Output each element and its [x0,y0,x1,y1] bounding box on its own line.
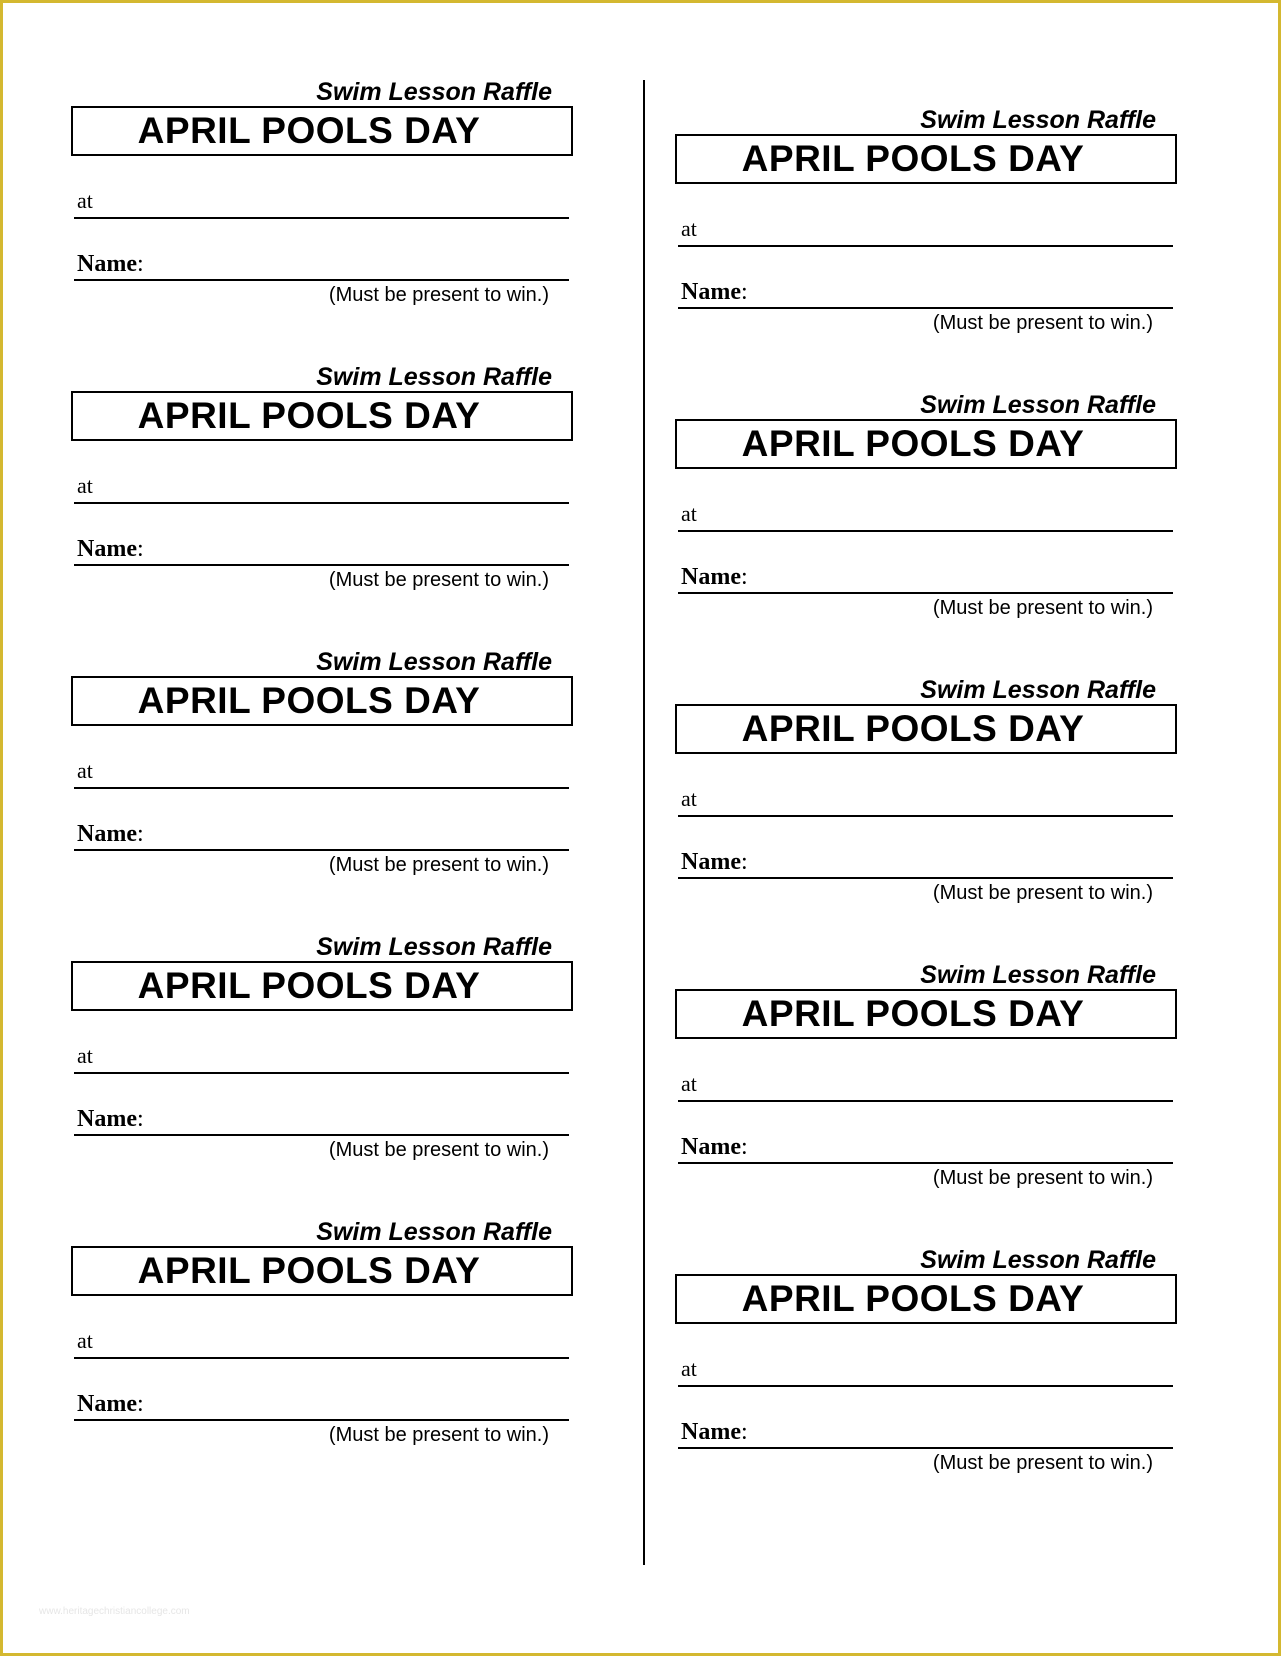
name-fill-line[interactable] [678,592,1173,594]
event-title: APRIL POOLS DAY [137,395,481,436]
present-to-win-note: (Must be present to win.) [932,1167,1153,1189]
raffle-label: Swim Lesson Raffle [920,1246,1156,1274]
at-label: at [681,1356,697,1381]
event-title: APRIL POOLS DAY [741,138,1085,179]
at-label: at [77,1328,93,1353]
event-title-box [71,961,573,1011]
name-colon: : [136,1106,144,1132]
event-title: APRIL POOLS DAY [741,1278,1085,1319]
raffle-label: Swim Lesson Raffle [920,106,1156,134]
event-title-box [71,1246,573,1296]
watermark: www.heritagechristiancollege.com [39,1606,190,1617]
present-to-win-note: (Must be present to win.) [932,1452,1153,1474]
name-label: Name [681,1419,741,1445]
at-label: at [77,188,93,213]
raffle-ticket-sheet [3,3,1278,1653]
at-label: at [681,501,697,526]
name-label: Name [77,536,137,562]
present-to-win-note: (Must be present to win.) [932,312,1153,334]
raffle-ticket-left-1 [71,76,573,306]
name-colon: : [740,849,748,875]
event-title: APRIL POOLS DAY [137,1250,481,1291]
event-title-box [71,106,573,156]
name-label: Name [681,1134,741,1160]
at-fill-line[interactable] [678,815,1173,817]
name-label-wrap [681,849,748,875]
name-fill-line[interactable] [678,1162,1173,1164]
name-label-wrap [77,1391,144,1417]
name-colon: : [136,251,144,277]
present-to-win-note: (Must be present to win.) [328,284,549,306]
event-title: APRIL POOLS DAY [137,110,481,151]
present-to-win-note: (Must be present to win.) [932,882,1153,904]
raffle-label: Swim Lesson Raffle [316,1218,552,1246]
name-fill-line[interactable] [74,849,569,851]
raffle-label: Swim Lesson Raffle [316,933,552,961]
name-fill-line[interactable] [74,564,569,566]
event-title-box [675,419,1177,469]
event-title: APRIL POOLS DAY [741,993,1085,1034]
event-title-box [71,391,573,441]
name-label-wrap [77,1106,144,1132]
raffle-ticket-right-1 [675,104,1177,334]
event-title-box [71,676,573,726]
at-fill-line[interactable] [678,1100,1173,1102]
raffle-label: Swim Lesson Raffle [920,676,1156,704]
raffle-ticket-left-4 [71,931,573,1161]
name-colon: : [740,279,748,305]
name-label-wrap [77,251,144,277]
name-fill-line[interactable] [678,307,1173,309]
name-label-wrap [77,536,144,562]
at-label: at [77,1043,93,1068]
name-label: Name [77,821,137,847]
event-title-box [675,989,1177,1039]
name-label-wrap [681,1419,748,1445]
name-label-wrap [681,564,748,590]
present-to-win-note: (Must be present to win.) [328,569,549,591]
name-label: Name [681,849,741,875]
at-fill-line[interactable] [678,245,1173,247]
name-colon: : [740,564,748,590]
name-fill-line[interactable] [74,1419,569,1421]
raffle-label: Swim Lesson Raffle [316,648,552,676]
name-label: Name [77,1106,137,1132]
at-fill-line[interactable] [74,502,569,504]
name-label: Name [77,251,137,277]
name-fill-line[interactable] [74,279,569,281]
present-to-win-note: (Must be present to win.) [328,854,549,876]
raffle-ticket-left-5 [71,1216,573,1446]
name-fill-line[interactable] [74,1134,569,1136]
raffle-label: Swim Lesson Raffle [920,961,1156,989]
name-label: Name [681,279,741,305]
event-title-box [675,134,1177,184]
at-label: at [77,473,93,498]
raffle-ticket-left-2 [71,361,573,591]
cut-divider-line [643,80,645,1565]
at-fill-line[interactable] [74,1072,569,1074]
at-fill-line[interactable] [678,1385,1173,1387]
event-title: APRIL POOLS DAY [137,965,481,1006]
at-label: at [77,758,93,783]
at-fill-line[interactable] [678,530,1173,532]
raffle-ticket-right-2 [675,389,1177,619]
raffle-ticket-left-3 [71,646,573,876]
name-label-wrap [681,1134,748,1160]
raffle-ticket-right-5 [675,1244,1177,1474]
event-title: APRIL POOLS DAY [137,680,481,721]
present-to-win-note: (Must be present to win.) [328,1139,549,1161]
event-title: APRIL POOLS DAY [741,423,1085,464]
raffle-label: Swim Lesson Raffle [316,78,552,106]
present-to-win-note: (Must be present to win.) [932,597,1153,619]
name-colon: : [740,1419,748,1445]
event-title-box [675,704,1177,754]
at-label: at [681,786,697,811]
name-label-wrap [681,279,748,305]
name-colon: : [136,821,144,847]
at-fill-line[interactable] [74,217,569,219]
event-title: APRIL POOLS DAY [741,708,1085,749]
at-label: at [681,1071,697,1096]
name-label: Name [681,564,741,590]
at-fill-line[interactable] [74,1357,569,1359]
name-colon: : [136,1391,144,1417]
name-label-wrap [77,821,144,847]
name-label: Name [77,1391,137,1417]
raffle-ticket-right-3 [675,674,1177,904]
name-colon: : [740,1134,748,1160]
name-colon: : [136,536,144,562]
at-fill-line[interactable] [74,787,569,789]
raffle-label: Swim Lesson Raffle [920,391,1156,419]
present-to-win-note: (Must be present to win.) [328,1424,549,1446]
name-fill-line[interactable] [678,1447,1173,1449]
event-title-box [675,1274,1177,1324]
name-fill-line[interactable] [678,877,1173,879]
at-label: at [681,216,697,241]
raffle-label: Swim Lesson Raffle [316,363,552,391]
raffle-ticket-right-4 [675,959,1177,1189]
